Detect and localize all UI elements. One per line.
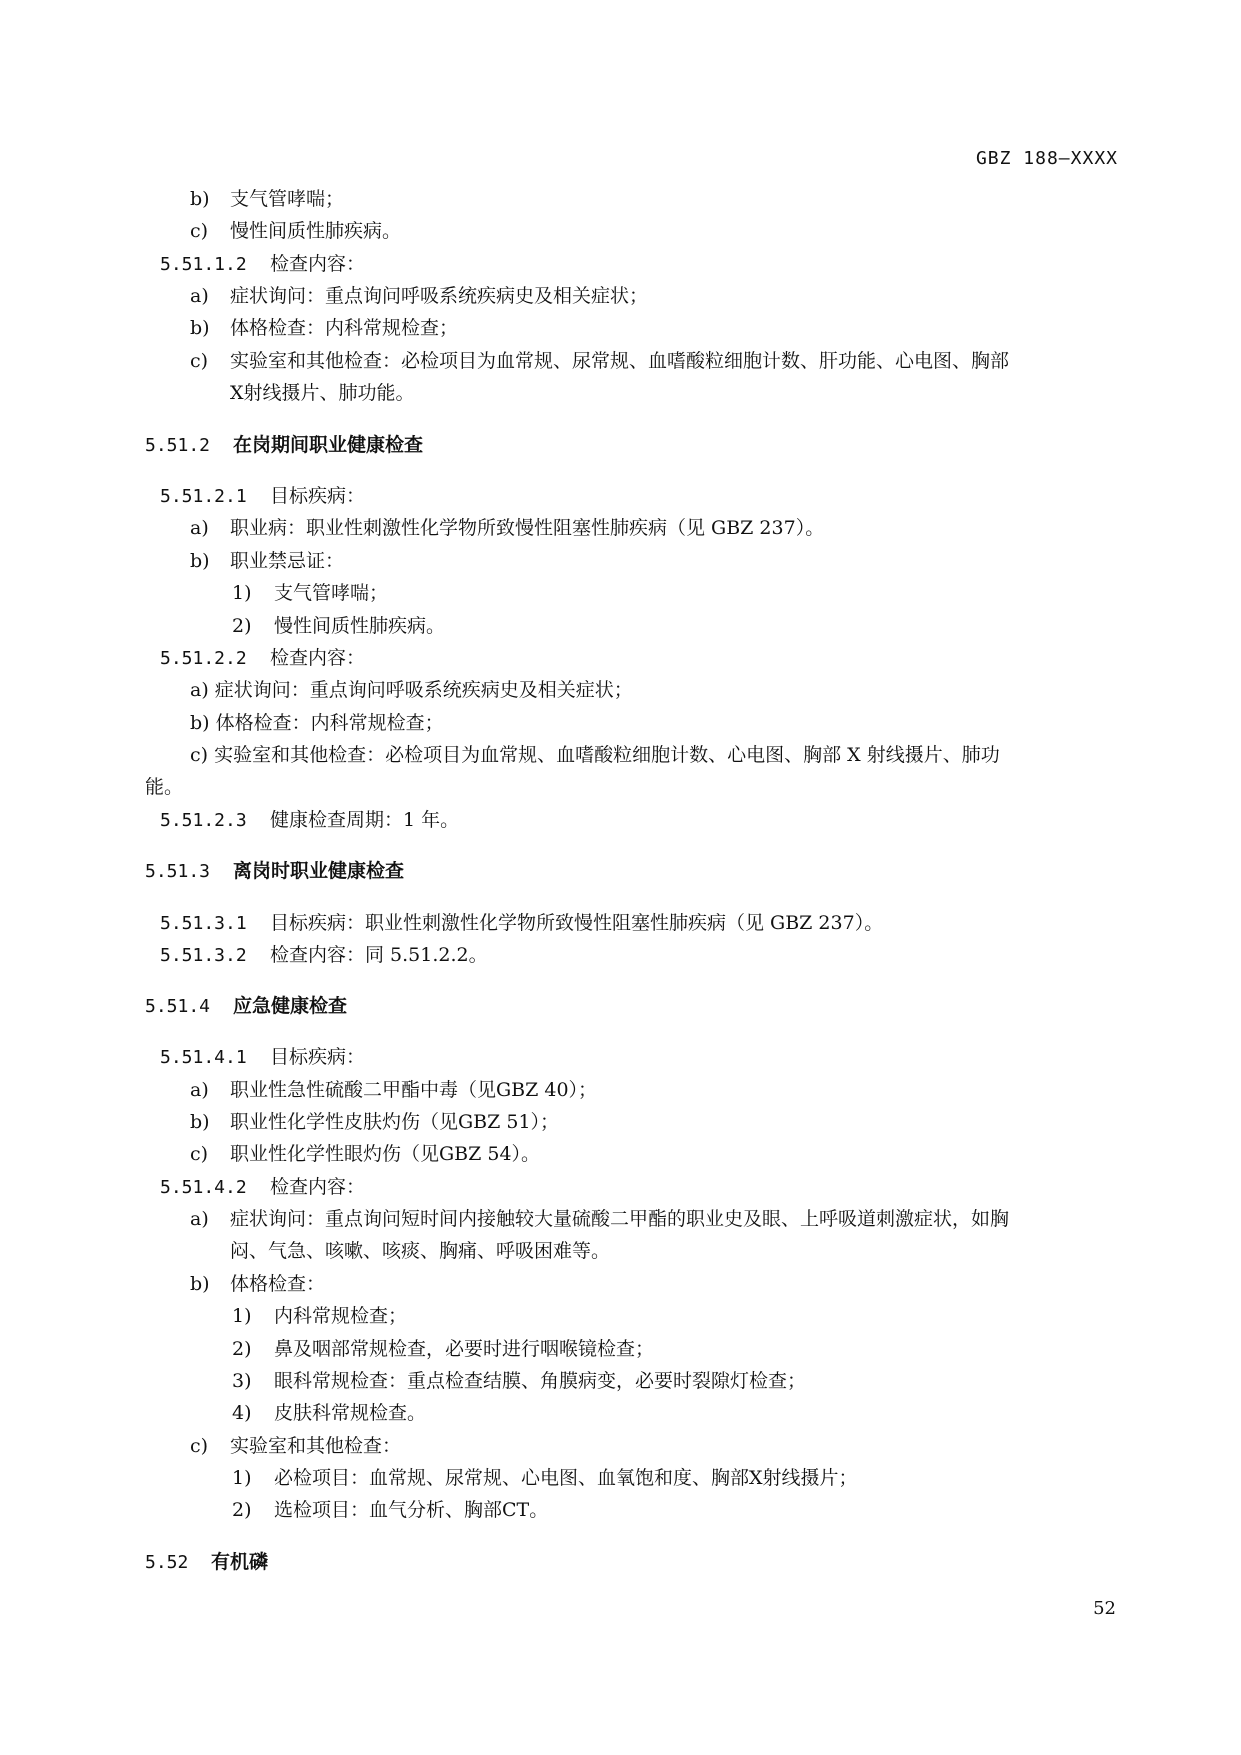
page-number: 52 (1093, 1598, 1116, 1619)
section-heading: 5.52 有机磷 (145, 1551, 269, 1573)
list-item: a) 职业病：职业性刺激性化学物所致慢性阻塞性肺疾病（见 GBZ 237）。 (190, 517, 825, 539)
list-item: b) 体格检查：内科常规检查； (190, 317, 459, 339)
list-subitem: 2) 慢性间质性肺疾病。 (232, 615, 446, 637)
list-subitem: 3) 眼科常规检查：重点检查结膜、角膜病变，必要时裂隙灯检查； (232, 1370, 807, 1392)
clause: 5.51.4.2 检查内容： (160, 1176, 366, 1198)
list-item: c) 职业性化学性眼灼伤（见GBZ 54）。 (190, 1143, 541, 1165)
list-item: b) 支气管哮喘； (190, 188, 345, 210)
list-item: c) 慢性间质性肺疾病。 (190, 220, 402, 242)
list-item: b) 职业性化学性皮肤灼伤（见GBZ 51）； (190, 1111, 560, 1133)
list-subitem: 2) 鼻及咽部常规检查，必要时进行咽喉镜检查； (232, 1338, 655, 1360)
section-heading: 5.51.3 离岗时职业健康检查 (145, 860, 405, 882)
list-item: b) 职业禁忌证： (190, 550, 345, 572)
list-item: a) 症状询问：重点询问短时间内接触较大量硫酸二甲酯的职业史及眼、上呼吸道刺激症状，如胸 (190, 1208, 1010, 1230)
list-item: a) 职业性急性硫酸二甲酯中毒（见GBZ 40）； (190, 1079, 598, 1101)
clause: 5.51.2.3 健康检查周期：1 年。 (160, 809, 460, 831)
list-item: c) 实验室和其他检查：必检项目为血常规、血嗜酸粒细胞计数、心电图、胸部 X 射线摄片、肺功 (190, 744, 1000, 766)
list-item-continuation: 闷、气急、咳嗽、咳痰、胸痛、呼吸困难等。 (230, 1240, 611, 1262)
list-subitem: 1) 支气管哮喘； (232, 582, 389, 604)
clause: 5.51.1.2 检查内容： (160, 253, 366, 275)
list-item-continuation: 能。 (145, 776, 184, 798)
list-item: c) 实验室和其他检查：必检项目为血常规、尿常规、血嗜酸粒细胞计数、肝功能、心电图、胸部 (190, 350, 1010, 372)
clause: 5.51.3.2 检查内容：同 5.51.2.2。 (160, 944, 488, 966)
list-subitem: 1) 必检项目：血常规、尿常规、心电图、血氧饱和度、胸部X射线摄片； (232, 1467, 858, 1489)
document-header: GBZ 188—XXXX (975, 148, 1118, 169)
section-heading: 5.51.4 应急健康检查 (145, 995, 348, 1017)
list-item: b) 体格检查：内科常规检查； (190, 712, 444, 734)
clause: 5.51.4.1 目标疾病： (160, 1046, 366, 1068)
clause: 5.51.2.2 检查内容： (160, 647, 366, 669)
list-item: a) 症状询问：重点询问呼吸系统疾病史及相关症状； (190, 679, 633, 701)
list-item: c) 实验室和其他检查： (190, 1435, 402, 1457)
list-item: a) 症状询问：重点询问呼吸系统疾病史及相关症状； (190, 285, 649, 307)
list-item: b) 体格检查： (190, 1273, 326, 1295)
section-heading: 5.51.2 在岗期间职业健康检查 (145, 434, 424, 456)
list-subitem: 2) 选检项目：血气分析、胸部CT。 (232, 1499, 549, 1521)
list-item-continuation: X射线摄片、肺功能。 (230, 382, 415, 404)
list-subitem: 4) 皮肤科常规检查。 (232, 1402, 427, 1424)
list-subitem: 1) 内科常规检查； (232, 1305, 408, 1327)
clause: 5.51.3.1 目标疾病：职业性刺激性化学物所致慢性阻塞性肺疾病（见 GBZ 237）。 (160, 912, 884, 934)
clause: 5.51.2.1 目标疾病： (160, 485, 366, 507)
